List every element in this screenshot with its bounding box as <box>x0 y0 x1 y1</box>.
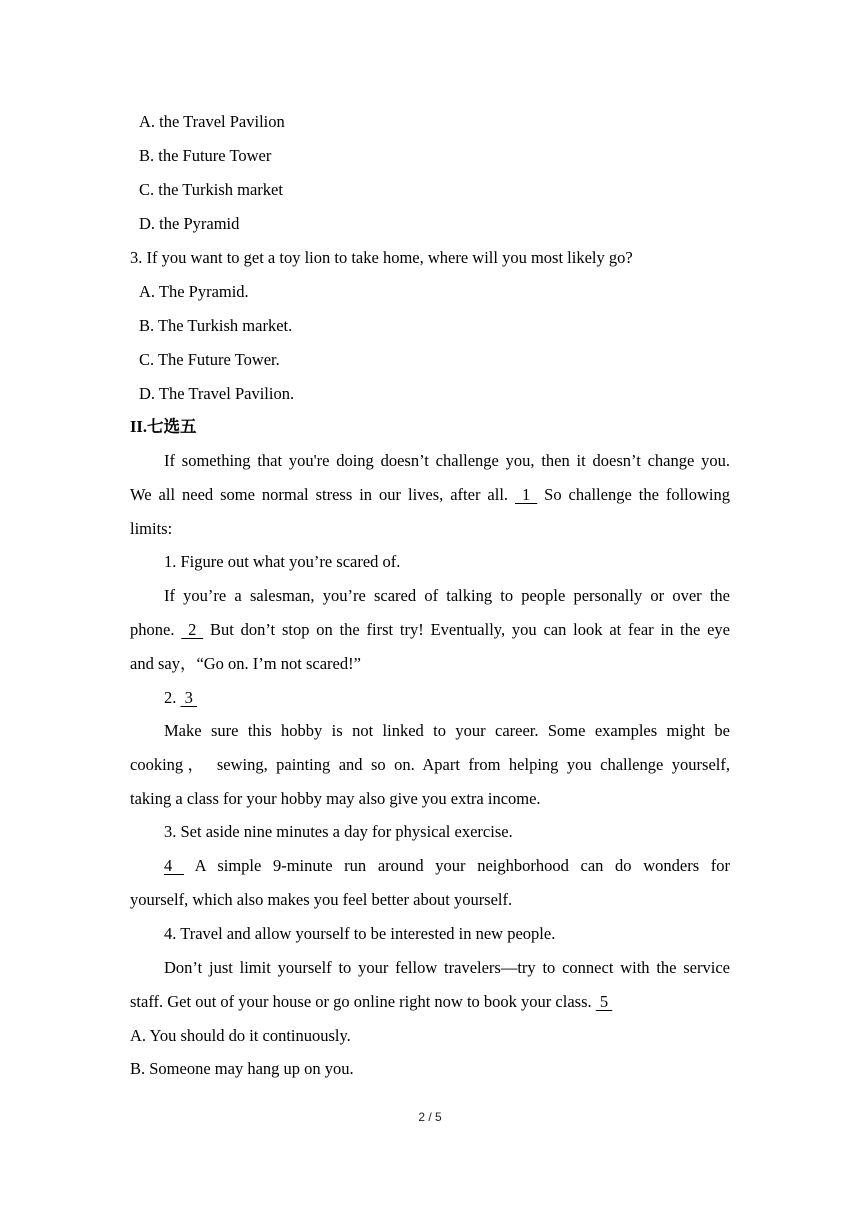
q3-option-c: C. The Future Tower. <box>139 350 280 369</box>
paragraph-5-line-2 <box>130 991 612 1013</box>
q3-option-a: A. The Pyramid. <box>139 282 249 301</box>
blank-5: 5 <box>595 992 613 1011</box>
blank-1: 1 <box>515 485 538 504</box>
tip-1-heading: 1. Figure out what you’re scared of. <box>164 552 401 571</box>
tip-4-heading: 4. Travel and allow yourself to be interested in new people. <box>164 924 556 943</box>
tip-2-heading <box>164 687 197 709</box>
paragraph-4-text: A simple 9-minute run around your neighborhood can do wonders for <box>194 856 731 875</box>
paragraph-4-line-1 <box>164 855 730 877</box>
blank-3: 3 <box>180 688 197 707</box>
paragraph-5-text: staff. Get out of your house or go online right now to book your class. <box>130 992 592 1011</box>
paragraph-2-text-cont: But don’t stop on the first try! Eventually, you can look at fear in the eye <box>209 620 730 639</box>
paragraph-1-text-cont: So challenge the following <box>544 485 731 504</box>
q3-option-b: B. The Turkish market. <box>139 316 293 335</box>
page-number: 2 / 5 <box>418 1110 442 1124</box>
q2-option-b: B. the Future Tower <box>139 146 272 165</box>
blank-4: 4 <box>164 856 184 875</box>
paragraph-2-text: phone. <box>130 620 175 639</box>
paragraph-2-line-2 <box>130 619 730 641</box>
q2-option-c: C. the Turkish market <box>139 180 283 199</box>
q3-option-d: D. The Travel Pavilion. <box>139 384 295 403</box>
paragraph-1-line-1: If something that you're doing doesn’t challenge you, then it doesn’t change you. <box>164 451 730 470</box>
paragraph-4-line-2: yourself, which also makes you feel better about yourself. <box>130 890 513 909</box>
option-b: B. Someone may hang up on you. <box>130 1059 354 1078</box>
section-heading: II.七选五 <box>130 417 197 436</box>
q2-option-d: D. the Pyramid <box>139 214 240 233</box>
paragraph-3-line-2: cooking， sewing, painting and so on. Apart from helping you challenge yourself, <box>130 755 730 774</box>
q2-option-a: A. the Travel Pavilion <box>139 112 285 131</box>
blank-2: 2 <box>181 620 204 639</box>
option-a: A. You should do it continuously. <box>130 1026 351 1045</box>
paragraph-1-text: We all need some normal stress in our lives, after all. <box>130 485 509 504</box>
paragraph-1-line-3: limits: <box>130 519 173 538</box>
paragraph-2-line-3: and say，“Go on. I’m not scared!” <box>130 654 361 673</box>
tip-3-heading: 3. Set aside nine minutes a day for physical exercise. <box>164 822 513 841</box>
question-3-stem: 3. If you want to get a toy lion to take home, where will you most likely go? <box>130 248 633 267</box>
tip-2-number: 2. <box>164 688 177 707</box>
paragraph-5-line-1: Don’t just limit yourself to your fellow travelers—try to connect with the service <box>164 958 730 977</box>
paragraph-3-line-1: Make sure this hobby is not linked to your career. Some examples might be <box>164 721 730 740</box>
paragraph-3-line-3: taking a class for your hobby may also give you extra income. <box>130 789 541 808</box>
paragraph-1-line-2 <box>130 484 730 506</box>
paragraph-2-line-1: If you’re a salesman, you’re scared of talking to people personally or over the <box>164 586 730 605</box>
